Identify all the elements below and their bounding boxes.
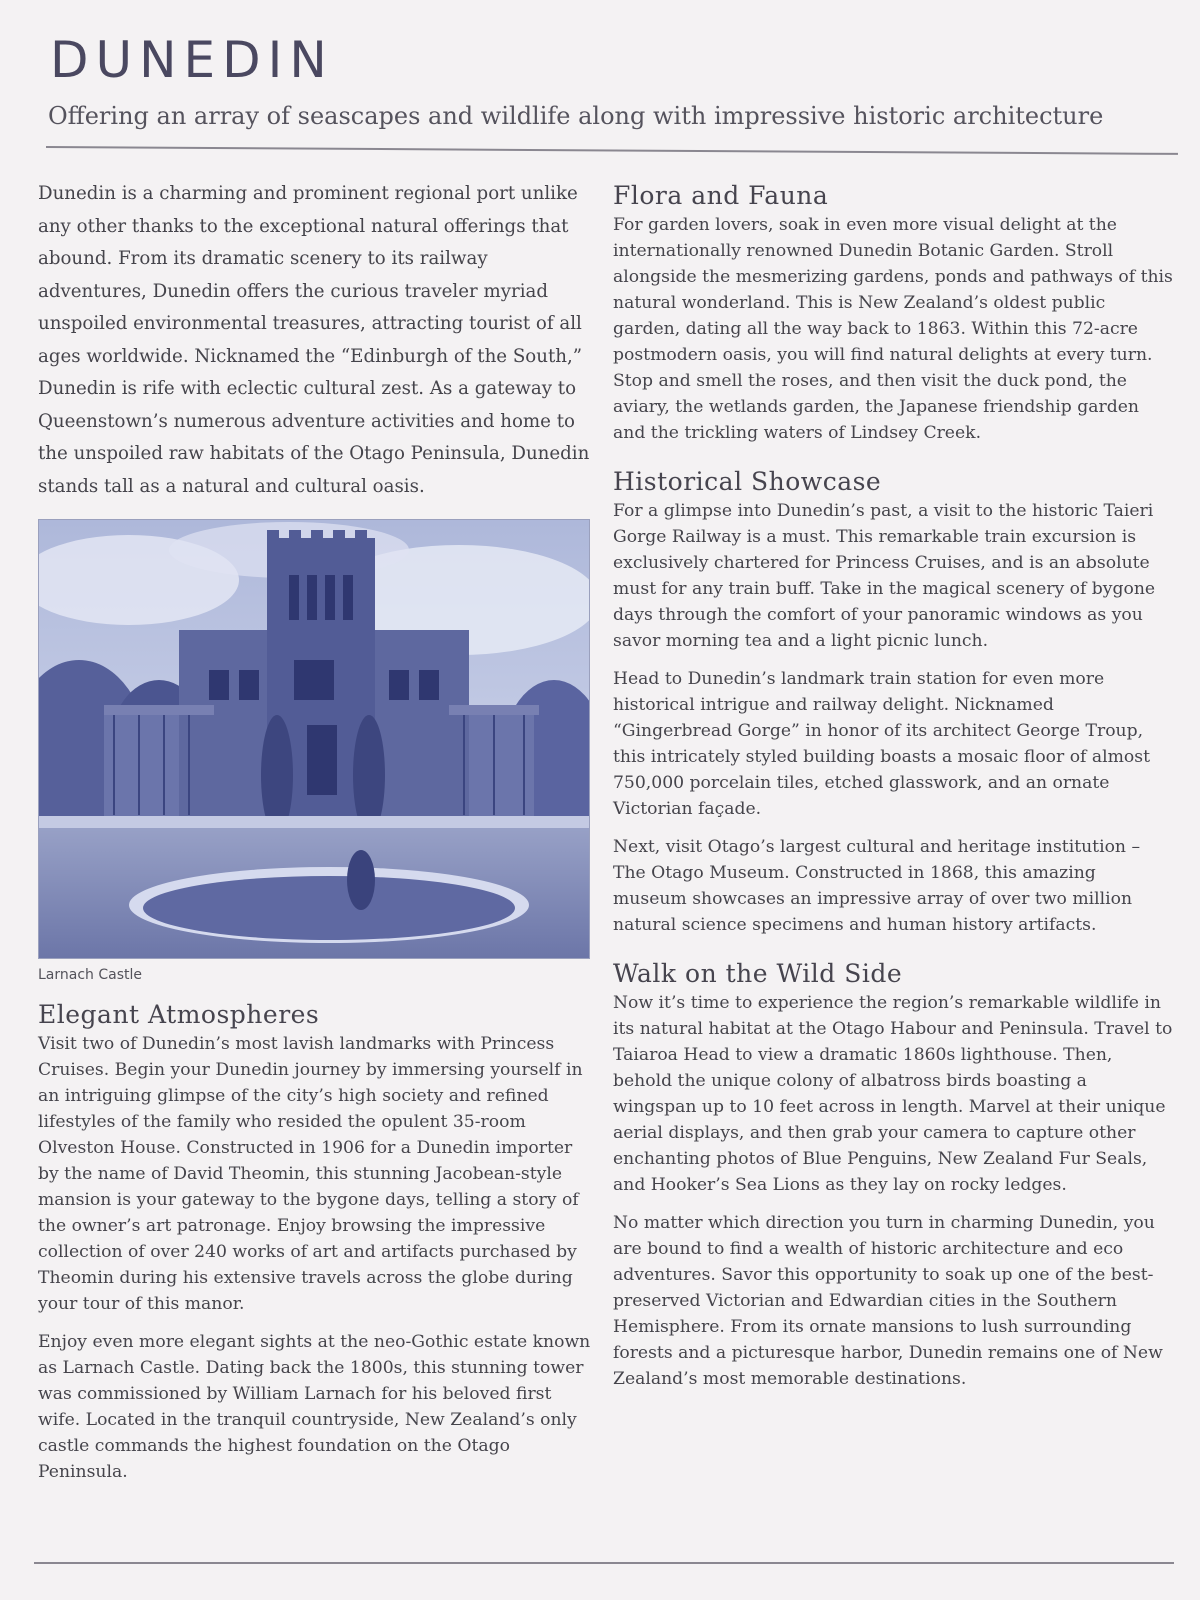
elegant-paragraph-2: Enjoy even more elegant sights at the neo-Gothic estate known as Larnach Castle. Dating back the 1800s, this stunning tower was commissioned by William Larnach for his beloved first wife. Located in the tranquil countryside, New Zealand’s only castle commands the highest foundation on the Otago Peninsula.	[38, 1332, 591, 1482]
larnach-castle-photo	[38, 519, 590, 959]
historical-heading: Historical Showcase	[613, 467, 882, 496]
flora-heading: Flora and Fauna	[613, 181, 829, 210]
wild-heading: Walk on the Wild Side	[613, 959, 903, 988]
page-title: DUNEDIN	[50, 31, 334, 89]
flora-section	[613, 180, 1173, 446]
flora-paragraph: For garden lovers, soak in even more visual delight at the internationally renowned Dunedin Botanic Garden. Stroll alongside the mesmerizing gardens, ponds and pathways of this natural wonderland. This is New Zealand’s oldest public garden, dating all the way back to 1863. Within this 72-acre postmodern oasis, you will find natural delights at every turn. Stop and smell the roses, and then visit the duck pond, the aviary, the wetlands garden, the Japanese friendship garden and the trickling waters of Lindsey Creek.	[613, 215, 1173, 443]
elegant-paragraph-1: Visit two of Dunedin’s most lavish landmarks with Princess Cruises. Begin your Dunedin journey by immersing yourself in an intriguing glimpse of the city’s high society and refined lifestyles of the family who resided the opulent 35-room Olveston House. Constructed in 1906 for a Dunedin importer by the name of David Theomin, this stunning Jacobean-style mansion is your gateway to the bygone days, telling a story of the owner’s art patronage. Enjoy browsing the impressive collection of over 240 works of art and artifacts purchased by Theomin during his extensive travels across the globe during your tour of this manor.	[38, 1034, 583, 1314]
wild-paragraph-1: Now it’s time to experience the region’s remarkable wildlife in its natural habitat at the Otago Habour and Peninsula. Travel to Taiaroa Head to view a dramatic 1860s lighthouse. Then, behold the unique colony of albatross birds boasting a wingspan up to 10 feet across in length. Marvel at their unique aerial displays, and then grab your camera to capture other enchanting photos of Blue Penguins, New Zealand Fur Seals, and Hooker’s Sea Lions as they lay on rocky ledges.	[613, 993, 1173, 1195]
historical-paragraph-2: Head to Dunedin’s landmark train station for even more historical intrigue and railway delight. Nicknamed “Gingerbread Gorge” in honor of its architect George Troup, this intricately styled building boasts a mosaic floor of almost 750,000 porcelain tiles, etched glasswork, and an ornate Victorian façade.	[613, 669, 1150, 819]
header-divider	[46, 146, 1178, 155]
footer-divider	[34, 1562, 1174, 1564]
intro-paragraph: Dunedin is a charming and prominent regional port unlike any other thanks to the exceptional natural offerings that abound. From its dramatic scenery to its railway adventures, Dunedin offers the curious traveler myriad unspoiled environmental treasures, attracting tourist of all ages worldwide. Nicknamed the “Edinburgh of the South,” Dunedin is rife with eclectic cultural zest. As a gateway to Queenstown’s numerous adventure activities and home to the unspoiled raw habitats of the Otago Peninsula, Dunedin stands tall as a natural and cultural oasis.	[38, 183, 590, 497]
left-column	[38, 178, 598, 1497]
historical-paragraph-3: Next, visit Otago’s largest cultural and heritage institution – The Otago Museum. Constructed in 1868, this amazing museum showcases an impressive array of over two million natural science specimens and human history artifacts.	[613, 837, 1141, 935]
page-subtitle: Offering an array of seascapes and wildlife along with impressive historic architecture	[48, 102, 1104, 130]
right-column	[613, 180, 1173, 1412]
wild-section	[613, 958, 1173, 1392]
historical-paragraph-1: For a glimpse into Dunedin’s past, a visit to the historic Taieri Gorge Railway is a must. This remarkable train excursion is exclusively chartered for Princess Cruises, and is an absolute must for any train buff. Take in the magical scenery of bygone days through the comfort of your panoramic windows as you savor morning tea and a light picnic lunch.	[613, 501, 1156, 651]
photo-caption: Larnach Castle	[38, 967, 143, 983]
wild-paragraph-2: No matter which direction you turn in charming Dunedin, you are bound to find a wealth of historic architecture and eco adventures. Savor this opportunity to soak up one of the best-preserved Victorian and Edwardian cities in the Southern Hemisphere. From its ornate mansions to lush surrounding forests and a picturesque harbor, Dunedin remains one of New Zealand’s most memorable destinations.	[613, 1213, 1163, 1389]
elegant-heading: Elegant Atmospheres	[38, 1000, 320, 1029]
historical-section	[613, 466, 1173, 938]
